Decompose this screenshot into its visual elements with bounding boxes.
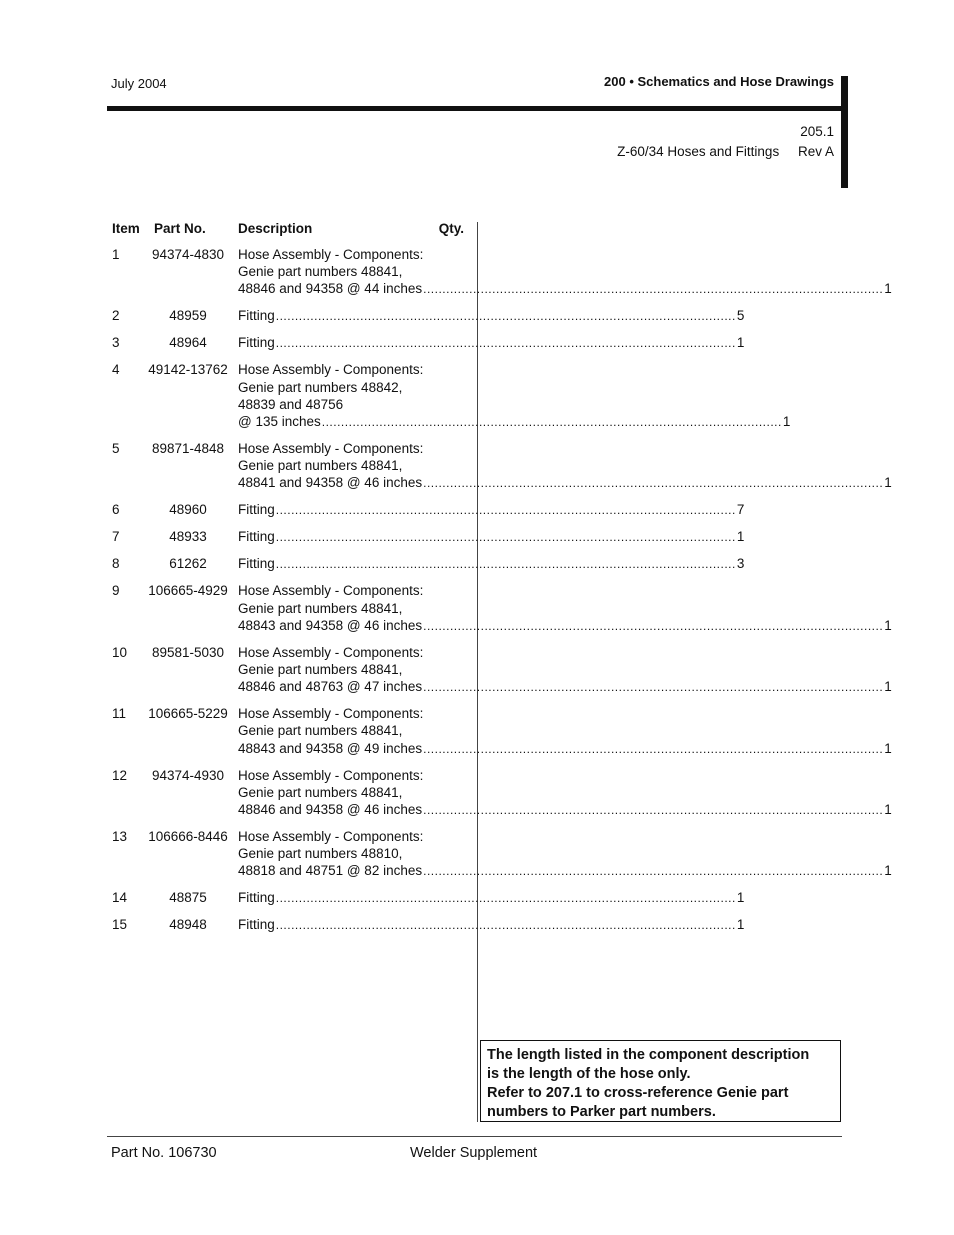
description — [238, 528, 744, 546]
description — [238, 440, 892, 493]
description — [238, 555, 744, 573]
description-line: Hose Assembly - Components: — [238, 362, 424, 378]
description — [238, 916, 744, 934]
leader-dots — [423, 280, 883, 298]
quantity: 1 — [884, 281, 892, 297]
quantity: 1 — [736, 890, 745, 906]
part-number: 61262 — [169, 556, 207, 572]
leader-dots — [276, 555, 736, 573]
description-line: Fitting — [238, 917, 275, 933]
quantity: 1 — [884, 475, 892, 491]
description — [238, 889, 744, 907]
table-row — [112, 528, 745, 546]
description-line: Hose Assembly - Components: — [238, 583, 424, 599]
part-number: 48933 — [169, 529, 207, 545]
description-line: Genie part numbers 48841, — [238, 600, 403, 616]
item-number: 8 — [112, 556, 120, 572]
part-number: 89871-4848 — [151, 441, 225, 457]
leader-dots — [276, 889, 736, 907]
item-number: 7 — [112, 529, 120, 545]
leader-dots — [276, 501, 736, 519]
description-line: Genie part numbers 48842, — [238, 379, 403, 395]
description-line: Genie part numbers 48841, — [238, 264, 403, 280]
description-line: Hose Assembly - Components: — [238, 247, 424, 262]
item-number: 10 — [112, 644, 128, 660]
header-date: July 2004 — [111, 76, 167, 91]
quantity: 1 — [736, 529, 745, 545]
col-description-header: Description — [238, 221, 313, 236]
leader-dots — [276, 916, 736, 934]
description — [238, 644, 892, 697]
description-line: Hose Assembly - Components: — [238, 706, 424, 722]
description — [238, 307, 744, 325]
part-number: 48948 — [169, 917, 207, 933]
table-row — [112, 582, 892, 635]
note-line: Refer to 207.1 to cross-reference Genie part — [487, 1085, 789, 1101]
leader-dots — [276, 334, 736, 352]
table-row — [112, 705, 892, 758]
table-row — [112, 916, 745, 934]
part-number: 94374-4930 — [151, 767, 225, 783]
description-line: 48846 and 48763 @ 47 inches — [238, 679, 423, 695]
part-number: 106665-4929 — [148, 583, 228, 599]
note-line: is the length of the hose only. — [487, 1066, 691, 1082]
description — [238, 361, 790, 431]
leader-dots — [423, 801, 883, 819]
quantity: 1 — [884, 740, 892, 756]
table-row — [112, 555, 745, 573]
description-line: Fitting — [238, 335, 275, 351]
description — [238, 767, 892, 820]
footer-part-number: Part No. 106730 — [111, 1145, 217, 1161]
description-line: Fitting — [238, 502, 275, 518]
page-number: 205.1 — [800, 124, 834, 139]
description — [238, 501, 744, 519]
description-line: Genie part numbers 48841, — [238, 723, 403, 739]
description — [238, 582, 892, 635]
section-tab-bar — [841, 76, 848, 188]
quantity: 3 — [736, 556, 745, 572]
part-number: 89581-5030 — [151, 644, 225, 660]
item-number: 5 — [112, 441, 120, 457]
item-number: 11 — [112, 706, 127, 722]
description-line: @ 135 inches — [238, 414, 321, 430]
description-line: 48818 and 48751 @ 82 inches — [238, 863, 423, 879]
table-row — [112, 361, 791, 431]
item-number: 9 — [112, 583, 120, 599]
part-number: 48875 — [169, 890, 207, 906]
col-part-header: Part No. — [154, 221, 206, 236]
note-line: numbers to Parker part numbers. — [487, 1104, 716, 1120]
quantity: 1 — [884, 802, 892, 818]
quantity: 1 — [884, 679, 892, 695]
quantity: 1 — [884, 617, 892, 633]
description — [238, 334, 744, 352]
item-number: 14 — [112, 890, 128, 906]
leader-dots — [276, 528, 736, 546]
quantity: 5 — [736, 308, 745, 324]
description-line: Fitting — [238, 308, 275, 324]
item-number: 3 — [112, 335, 120, 351]
leader-dots — [423, 474, 883, 492]
description-line: Hose Assembly - Components: — [238, 767, 424, 783]
description — [238, 246, 892, 299]
quantity: 1 — [884, 863, 892, 879]
quantity: 1 — [736, 335, 745, 351]
description-line: Hose Assembly - Components: — [238, 441, 424, 457]
description-line: 48839 and 48756 — [238, 396, 344, 412]
revision: Rev A — [797, 144, 834, 159]
description-line: 48846 and 94358 @ 44 inches — [238, 281, 423, 297]
footer-rule — [107, 1136, 842, 1137]
part-number: 48960 — [169, 502, 207, 518]
quantity: 1 — [782, 414, 791, 430]
leader-dots — [423, 862, 883, 880]
description-line: 48843 and 94358 @ 49 inches — [238, 740, 423, 756]
description-line: 48841 and 94358 @ 46 inches — [238, 475, 423, 491]
description-line: Hose Assembly - Components: — [238, 829, 424, 845]
item-number: 13 — [112, 829, 128, 845]
part-number: 106665-5229 — [148, 706, 228, 722]
item-number: 12 — [112, 767, 128, 783]
table-row — [112, 307, 745, 325]
part-number: 94374-4830 — [151, 247, 225, 262]
page-title: Z-60/34 Hoses and Fittings — [617, 144, 780, 159]
table-row — [112, 767, 892, 820]
description-line: 48846 and 94358 @ 46 inches — [238, 802, 423, 818]
table-row — [112, 828, 892, 881]
description — [238, 828, 892, 881]
table-row — [112, 644, 892, 697]
quantity: 7 — [736, 502, 745, 518]
table-row — [112, 889, 745, 907]
note-line: The length listed in the component description — [487, 1047, 810, 1063]
table-row — [112, 501, 745, 519]
note-box — [480, 1040, 841, 1122]
description-line: Fitting — [238, 556, 275, 572]
description-line: Genie part numbers 48841, — [238, 784, 403, 800]
description — [238, 705, 892, 758]
part-number: 49142-13762 — [148, 362, 228, 378]
leader-dots — [276, 307, 736, 325]
description-line: 48843 and 94358 @ 46 inches — [238, 617, 423, 633]
item-number: 1 — [112, 247, 120, 262]
description-line: Fitting — [238, 890, 275, 906]
item-number: 2 — [112, 308, 120, 324]
item-number: 6 — [112, 502, 120, 518]
quantity: 1 — [736, 917, 745, 933]
parts-table-header — [112, 220, 464, 246]
leader-dots — [322, 413, 782, 431]
item-number: 4 — [112, 362, 120, 378]
part-number: 106666-8446 — [148, 829, 228, 845]
description-line: Hose Assembly - Components: — [238, 644, 424, 660]
table-row — [112, 440, 892, 493]
part-number: 48959 — [169, 308, 207, 324]
col-item-header: Item — [112, 221, 140, 236]
page-title-line — [617, 144, 834, 159]
table-row — [112, 246, 892, 299]
section-title: 200 • Schematics and Hose Drawings — [604, 74, 834, 89]
table-row — [112, 334, 745, 352]
item-number: 15 — [112, 917, 128, 933]
leader-dots — [423, 678, 883, 696]
header-rule — [107, 106, 848, 111]
description-line: Fitting — [238, 529, 275, 545]
description-line: Genie part numbers 48841, — [238, 662, 403, 678]
col-qty-header: Qty. — [438, 221, 464, 236]
footer-title: Welder Supplement — [410, 1145, 538, 1161]
parts-table-body — [112, 246, 892, 935]
leader-dots — [423, 740, 883, 758]
description-line: Genie part numbers 48810, — [238, 846, 403, 862]
description-line: Genie part numbers 48841, — [238, 458, 403, 474]
part-number: 48964 — [169, 335, 207, 351]
leader-dots — [423, 617, 883, 635]
parts-table — [112, 220, 892, 943]
